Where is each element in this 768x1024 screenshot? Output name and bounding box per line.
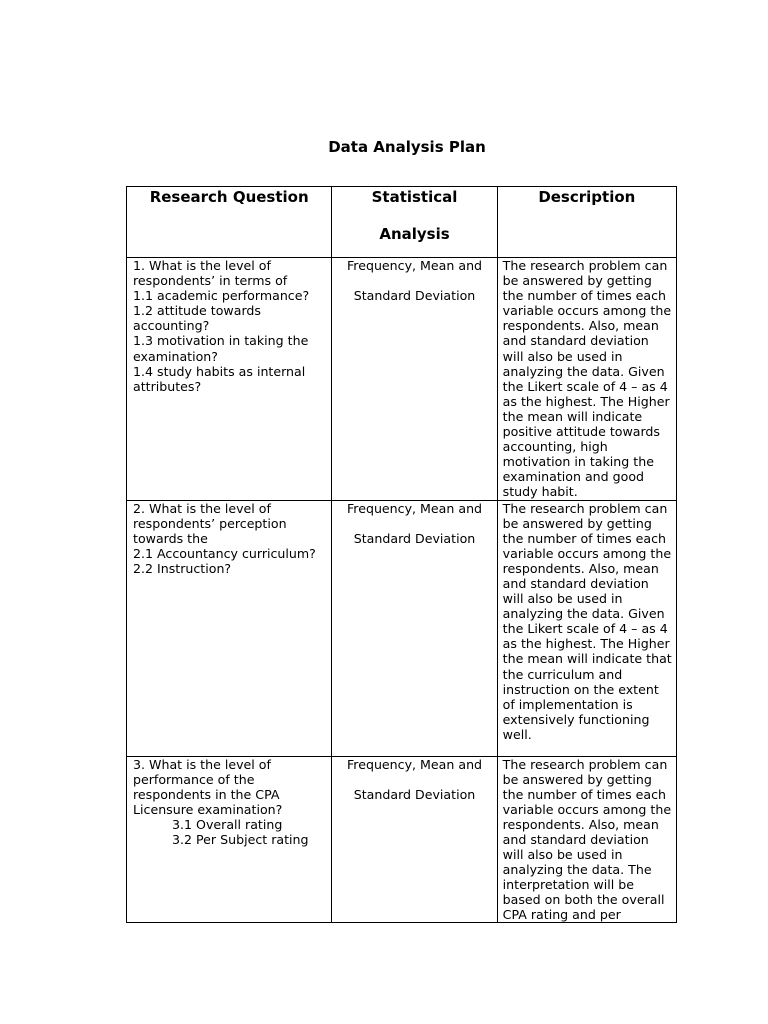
table-header-row (127, 187, 677, 258)
header-statistical-line1: Statistical (371, 188, 458, 206)
question-cell: 1. What is the level of respondents’ in terms of 1.1 academic performance? 1.2 attitude towards accounting? 1.3 motivation in taking the examination? 1.4 study habits as internal attributes? (127, 258, 332, 501)
sub-item: 3.1 Overall rating (172, 816, 283, 832)
header-statistical-analysis (332, 187, 497, 258)
analysis-cell (332, 258, 497, 501)
header-description: Description (497, 187, 676, 258)
page-title: Data Analysis Plan (328, 138, 486, 156)
sub-item: 3.2 Per Subject rating (172, 831, 309, 847)
table-row (127, 756, 677, 922)
data-analysis-table (126, 186, 677, 923)
analysis-line1: Frequency, Mean and (346, 756, 483, 772)
header-research-question: Research Question (127, 187, 332, 258)
analysis-line1: Frequency, Mean and (346, 258, 483, 273)
table-row (127, 258, 677, 501)
analysis-line2: Standard Deviation (353, 530, 476, 546)
description-cell: The research problem can be answered by getting the number of times each variable occurs among the respondents. Also, mean and standard deviation will also be used in analyzing the data. Given the Likert scale of 4 – as 4 as the highest. The Higher the mean will indicate positive attitude towards accounting, high motivation in taking the examination and good study habit. (497, 258, 676, 501)
description-cell: The research problem can be answered by getting the number of times each variable occurs among the respondents. Also, mean and standard deviation will also be used in analyzing the data. The interpretation will be based on both the overall CPA rating and per (497, 756, 676, 922)
table-row (127, 500, 677, 756)
analysis-line2: Standard Deviation (353, 786, 476, 802)
analysis-line2: Standard Deviation (353, 288, 476, 304)
analysis-cell (332, 756, 497, 922)
header-statistical-line2: Analysis (379, 225, 450, 243)
analysis-cell (332, 500, 497, 756)
question-cell: 3. What is the level of performance of the respondents in the CPA Licensure examination? 3.1 Overall rating 3.2 Per Subject rating (127, 756, 332, 922)
description-cell: The research problem can be answered by getting the number of times each variable occurs among the respondents. Also, mean and standard deviation will also be used in analyzing the data. Given the Likert scale of 4 – as 4 as the highest. The Higher the mean will indicate that the curriculum and instruction on the extent of implementation is extensively functioning well. (497, 500, 676, 756)
analysis-line1: Frequency, Mean and (346, 500, 483, 516)
question-cell: 2. What is the level of respondents’ perception towards the 2.1 Accountancy curriculum? 2.2 Instruction? (127, 500, 332, 756)
